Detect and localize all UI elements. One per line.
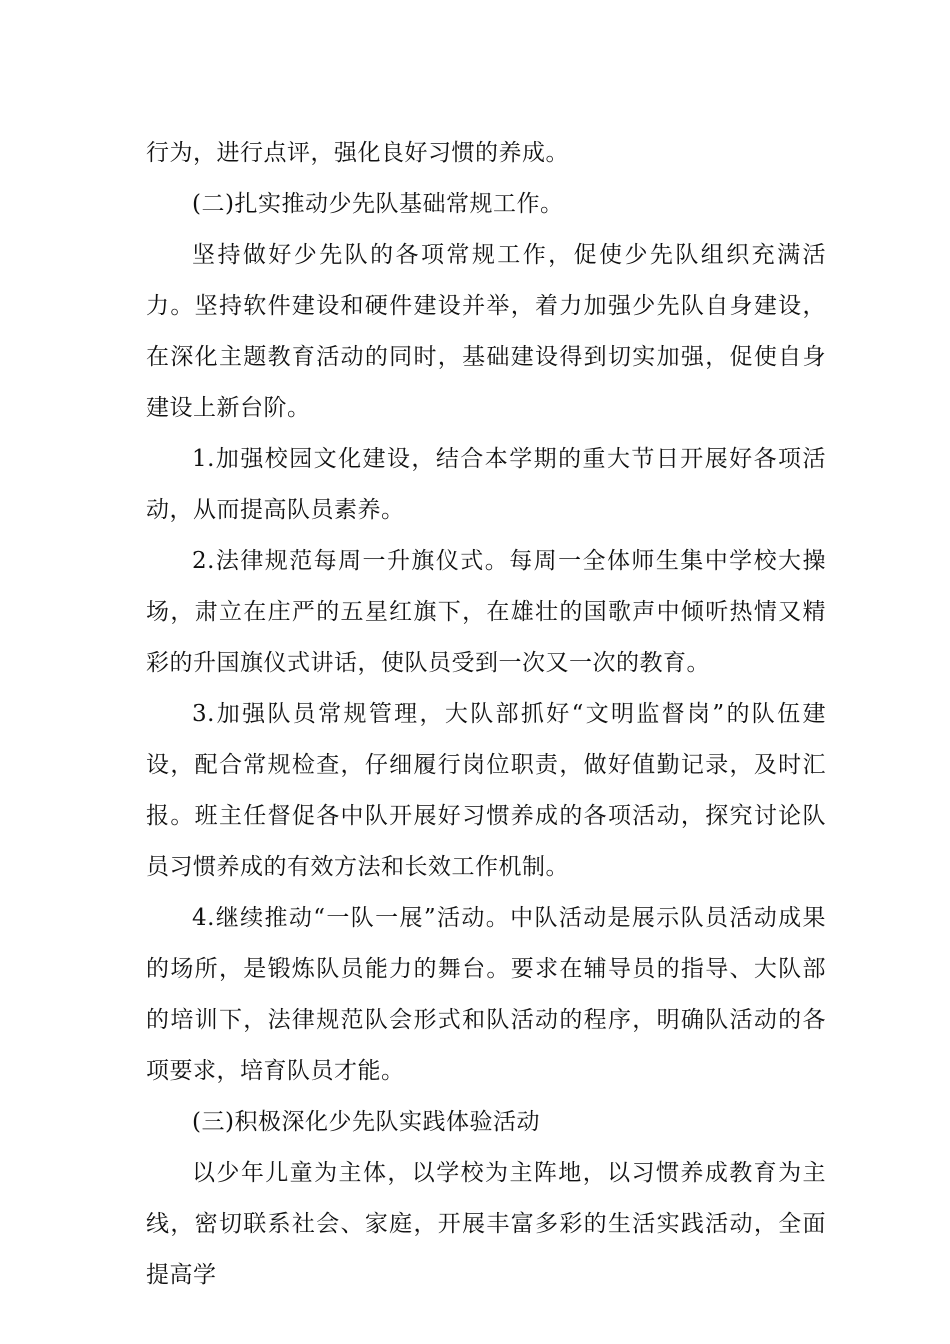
list-item-4: 4.继续推动“一队一展”活动。中队活动是展示队员活动成果的场所，是锻炼队员能力的舞台。要求在辅导员的指导、大队部的培训下，法律规范队会形式和队活动的程序，明确队活动的各项要求，培育队员才能。 (146, 905, 826, 1084)
section-heading-3: (三)积极深化少先队实践体验活动 (192, 1109, 540, 1135)
paragraph-continuation: 行为，进行点评，强化良好习惯的养成。 (146, 140, 569, 166)
paragraph: 坚持做好少先队的各项常规工作，促使少先队组织充满活力。坚持软件建设和硬件建设并举，着力加强少先队自身建设，在深化主题教育活动的同时，基础建设得到切实加强，促使自身建设上新台阶。 (146, 242, 826, 421)
list-item-3: 3.加强队员常规管理，大队部抓好“文明监督岗”的队伍建设，配合常规检查，仔细履行岗位职责，做好值勤记录，及时汇报。班主任督促各中队开展好习惯养成的各项活动，探究讨论队员习惯养成的有效方法和长效工作机制。 (146, 701, 826, 880)
list-item-1: 1.加强校园文化建设，结合本学期的重大节日开展好各项活动，从而提高队员素养。 (146, 446, 826, 523)
document-body (146, 128, 826, 1301)
paragraph: 以少年儿童为主体，以学校为主阵地，以习惯养成教育为主线，密切联系社会、家庭，开展丰富多彩的生活实践活动，全面提高学 (146, 1160, 826, 1288)
list-item-2: 2.法律规范每周一升旗仪式。每周一全体师生集中学校大操场，肃立在庄严的五星红旗下，在雄壮的国歌声中倾听热情又精彩的升国旗仪式讲话，使队员受到一次又一次的教育。 (146, 548, 826, 676)
section-heading-2: (二)扎实推动少先队基础常规工作。 (192, 191, 564, 217)
